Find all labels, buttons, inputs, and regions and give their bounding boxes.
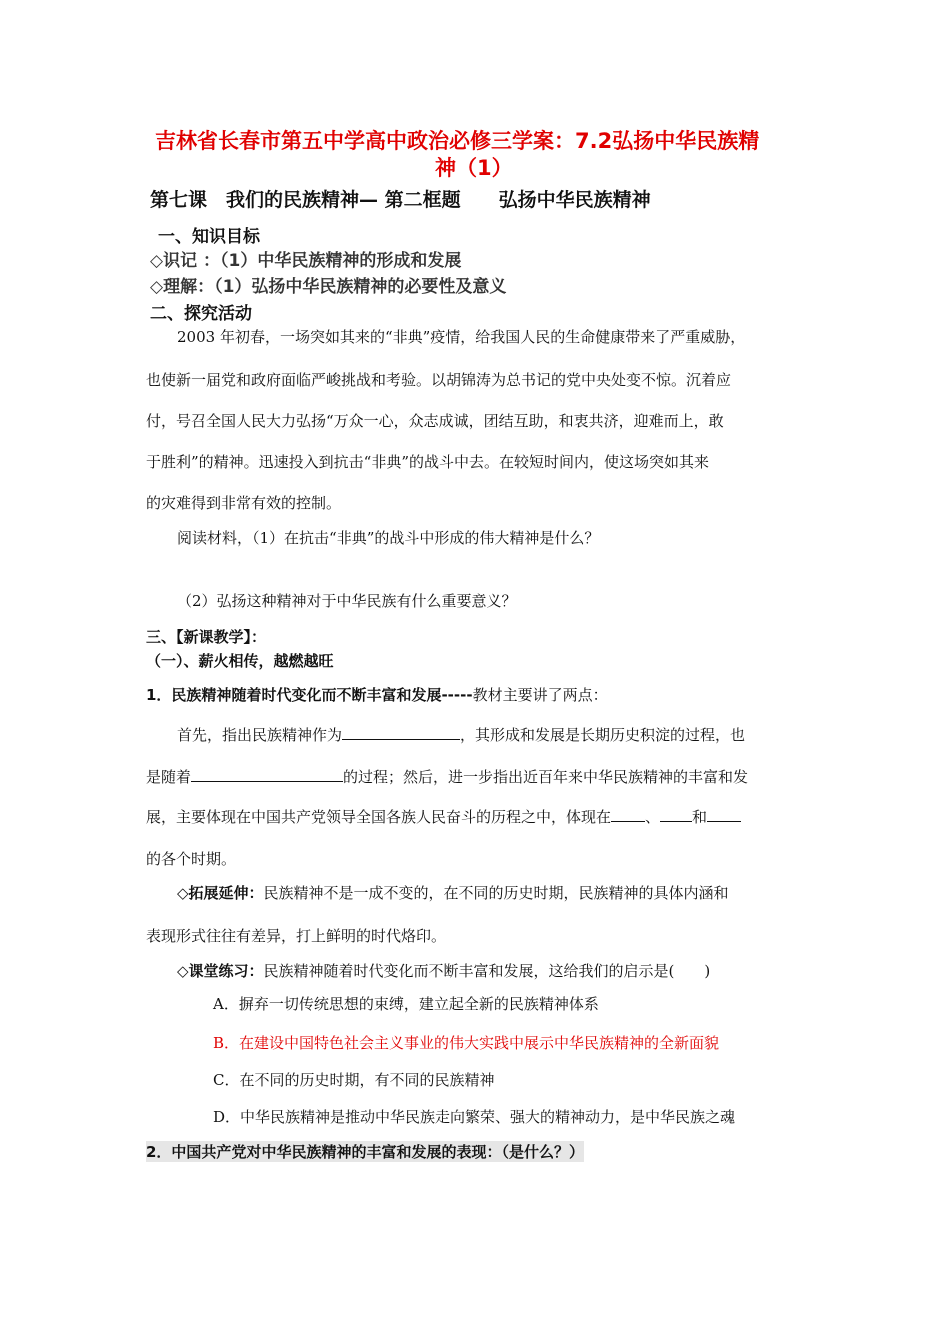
practice-question [177, 960, 710, 981]
option-a[interactable]: A．摒弃一切传统思想的束缚，建立起全新的民族精神体系 [213, 995, 599, 1013]
question-2: （2）弘扬这种精神对于中华民族有什么重要意义？ [177, 592, 517, 610]
fill-line-2 [146, 766, 748, 787]
goal-understand: ◇理解：（1）弘扬中华民族精神的必要性及意义 [150, 277, 507, 297]
point-1 [146, 684, 608, 705]
extension-line-2: 表现形式往往有差异，打上鲜明的时代烙印。 [146, 927, 447, 945]
extension-label: ◇拓展延伸： [177, 884, 264, 902]
fill-text: 的过程；然后，进一步指出近百年来中华民族精神的丰富和发 [343, 768, 749, 786]
fill-line-3 [146, 806, 741, 827]
fill-text: 和 [692, 808, 708, 826]
section-inquiry: 二、探究活动 [150, 304, 252, 324]
option-d[interactable]: D．中华民族精神是推动中华民族走向繁荣、强大的精神动力，是中华民族之魂 [213, 1108, 736, 1126]
question-1: 阅读材料，（1）在抗击“非典”的战斗中形成的伟大精神是什么？ [177, 529, 600, 547]
fill-blank-1[interactable] [342, 725, 460, 740]
fill-blank-4[interactable] [660, 807, 692, 822]
extension-line-1 [177, 882, 729, 903]
para-line-1: 2003 年初春，一场突如其来的“非典”疫情，给我国人民的生命健康带来了严重威胁， [177, 328, 746, 346]
fill-blank-2[interactable] [191, 767, 343, 782]
fill-text: 是随着 [146, 768, 192, 786]
practice-text: 民族精神随着时代变化而不断丰富和发展，这给我们的启示是( ) [263, 962, 711, 980]
fill-text: ，其形成和发展是长期历史积淀的过程，也 [460, 726, 746, 744]
point-2: 2．中国共产党对中华民族精神的丰富和发展的表现：（是什么？） [146, 1143, 584, 1161]
fill-text: 展，主要体现在中国共产党领导全国各族人民奋斗的历程之中，体现在 [146, 808, 612, 826]
practice-label: ◇课堂练习： [177, 962, 264, 980]
fill-blank-3[interactable] [611, 807, 645, 822]
para-line-4: 于胜利”的精神。迅速投入到抗击“非典”的战斗中去。在较短时间内，使这场突如其来 [146, 453, 710, 471]
option-b-answer[interactable]: B．在建设中国特色社会主义事业的伟大实践中展示中华民族精神的全新面貌 [213, 1034, 720, 1052]
fill-line-1 [177, 724, 745, 745]
doc-title-line1: 吉林省长春市第五中学高中政治必修三学案：7.2弘扬中华民族精 [155, 129, 760, 153]
fill-line-4: 的各个时期。 [146, 850, 237, 868]
fill-text: 、 [645, 808, 661, 826]
para-line-3: 付，号召全国人民大力弘扬“万众一心，众志成诚，团结互助，和衷共济，迎难而上，敢 [146, 412, 724, 430]
point-1-heading: 1．民族精神随着时代变化而不断丰富和发展----- [146, 686, 473, 704]
option-c[interactable]: C．在不同的历史时期，有不同的民族精神 [213, 1071, 495, 1089]
fill-blank-5[interactable] [707, 807, 741, 822]
doc-title-line2: 神（1） [435, 156, 513, 180]
lesson-heading: 第七课 我们的民族精神— 第二框题 弘扬中华民族精神 [150, 189, 651, 211]
point-1-note: 教材主要讲了两点： [472, 686, 608, 704]
subsection-1: （一）、薪火相传，越燃越旺 [146, 652, 334, 670]
extension-text: 民族精神不是一成不变的，在不同的历史时期，民族精神的具体内涵和 [263, 884, 729, 902]
para-line-2: 也使新一届党和政府面临严峻挑战和考验。以胡锦涛为总书记的党中央处变不惊。沉着应 [146, 371, 732, 389]
goal-memorize: ◇识记 ：（1）中华民族精神的形成和发展 [150, 251, 462, 271]
section-knowledge-goals: 一、知识目标 [158, 227, 260, 247]
fill-text: 首先，指出民族精神作为 [177, 726, 343, 744]
section-new-lesson: 三、【新课教学】： [146, 628, 267, 646]
para-line-5: 的灾难得到非常有效的控制。 [146, 494, 342, 512]
